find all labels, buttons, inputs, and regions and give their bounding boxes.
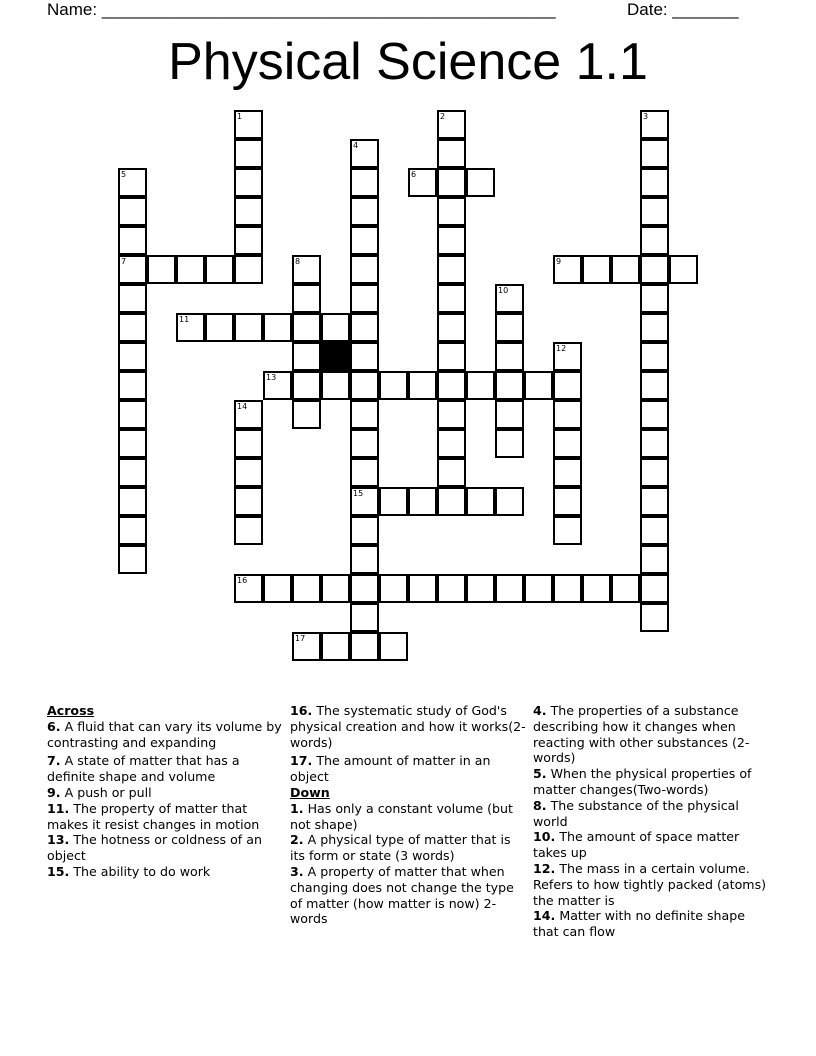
grid-cell[interactable] [118, 342, 147, 371]
grid-cell[interactable] [147, 255, 176, 284]
clue-num: 10. [533, 829, 556, 845]
date-field[interactable] [627, 0, 739, 20]
grid-cell[interactable] [234, 110, 263, 139]
grid-cell[interactable] [379, 487, 408, 516]
clue-item [533, 861, 773, 908]
grid-cell[interactable] [640, 139, 669, 168]
clue-num: 14. [533, 908, 556, 924]
grid-cell[interactable] [437, 110, 466, 139]
grid-cell[interactable] [640, 342, 669, 371]
grid-cell[interactable] [234, 313, 263, 342]
grid-cell[interactable] [553, 516, 582, 545]
clue-num: 2. [290, 832, 304, 848]
grid-cell[interactable] [640, 574, 669, 603]
grid-cell[interactable] [640, 226, 669, 255]
grid-cell[interactable] [669, 255, 698, 284]
grid-cell[interactable] [263, 371, 292, 400]
clue-number: 11 [179, 315, 190, 324]
across-heading: Across [47, 703, 95, 718]
name-blank[interactable]: ________________________________________________ [101, 0, 556, 19]
clue-text: A push or pull [64, 784, 152, 800]
grid-cell[interactable] [234, 429, 263, 458]
grid-cell[interactable] [437, 487, 466, 516]
grid-cell[interactable] [350, 197, 379, 226]
clue-text: A property of matter that when changing does not change the type of matter (how matter is now) 2-words [290, 863, 514, 927]
grid-cell[interactable] [118, 545, 147, 574]
grid-cell[interactable] [437, 226, 466, 255]
clue-text: The mass in a certain volume. Refers to how tightly packed (atoms) the matter is [533, 860, 767, 908]
clue-item [290, 703, 526, 750]
grid-cell[interactable] [234, 516, 263, 545]
grid-cell[interactable] [321, 371, 350, 400]
grid-cell[interactable] [118, 255, 147, 284]
grid-cell[interactable] [437, 429, 466, 458]
clue-item [47, 832, 283, 864]
grid-cell[interactable] [640, 255, 669, 284]
grid-cell[interactable] [234, 400, 263, 429]
clue-text: The amount of space matter takes up [533, 829, 740, 861]
grid-cell[interactable] [292, 284, 321, 313]
grid-cell[interactable] [234, 255, 263, 284]
clue-item [533, 766, 773, 798]
grid-cell[interactable] [495, 313, 524, 342]
clue-item [290, 801, 526, 833]
clue-item [533, 908, 773, 940]
clue-number: 16 [237, 576, 248, 585]
grid-cell[interactable] [437, 371, 466, 400]
clue-num: 4. [533, 703, 547, 718]
clues-column-1 [47, 703, 283, 880]
grid-cell[interactable] [350, 458, 379, 487]
grid-cell[interactable] [350, 139, 379, 168]
clue-number: 4 [353, 141, 359, 150]
grid-cell[interactable] [408, 168, 437, 197]
grid-cell[interactable] [611, 574, 640, 603]
grid-cell[interactable] [379, 574, 408, 603]
grid-cell[interactable] [524, 371, 553, 400]
grid-cell[interactable] [292, 371, 321, 400]
grid-cell[interactable] [640, 545, 669, 574]
grid-cell[interactable] [234, 487, 263, 516]
grid-cell[interactable] [408, 574, 437, 603]
clue-num: 6. [47, 718, 61, 734]
grid-cell[interactable] [495, 284, 524, 313]
clue-num: 11. [47, 800, 70, 816]
grid-cell[interactable] [350, 400, 379, 429]
grid-cell[interactable] [466, 487, 495, 516]
grid-cell[interactable] [495, 487, 524, 516]
grid-cell[interactable] [118, 226, 147, 255]
grid-cell[interactable] [553, 255, 582, 284]
grid-cell[interactable] [292, 632, 321, 661]
clue-item [290, 832, 526, 864]
grid-cell[interactable] [263, 574, 292, 603]
clues-column-3 [533, 703, 773, 940]
clue-item [290, 864, 526, 927]
grid-cell[interactable] [640, 110, 669, 139]
grid-cell[interactable] [118, 313, 147, 342]
clue-num: 17. [290, 753, 313, 769]
grid-cell[interactable] [466, 574, 495, 603]
grid-cell[interactable] [437, 458, 466, 487]
grid-cell[interactable] [234, 574, 263, 603]
grid-cell[interactable] [495, 371, 524, 400]
clue-num: 12. [533, 860, 556, 876]
grid-cell[interactable] [553, 371, 582, 400]
clue-item [47, 719, 283, 751]
grid-cell[interactable] [350, 168, 379, 197]
grid-cell[interactable] [205, 313, 234, 342]
grid-cell[interactable] [350, 429, 379, 458]
grid-cell[interactable] [640, 603, 669, 632]
clue-text: A state of matter that has a definite shape and volume [47, 753, 240, 785]
clue-num: 16. [290, 703, 313, 718]
grid-cell[interactable] [495, 429, 524, 458]
grid-cell[interactable] [350, 371, 379, 400]
grid-cell[interactable] [437, 400, 466, 429]
clue-number: 15 [353, 489, 364, 498]
clue-text: A fluid that can vary its volume by contrasting and expanding [47, 718, 282, 750]
grid-cell[interactable] [234, 139, 263, 168]
clue-number: 5 [121, 170, 127, 179]
grid-cell[interactable] [118, 400, 147, 429]
grid-cell[interactable] [321, 574, 350, 603]
page-title: Physical Science 1.1 [168, 33, 648, 91]
name-label: Name: [47, 0, 98, 19]
clue-number: 7 [121, 257, 127, 266]
grid-cell[interactable] [350, 313, 379, 342]
grid-cell[interactable] [350, 545, 379, 574]
grid-cell[interactable] [437, 342, 466, 371]
date-blank[interactable]: _______ [672, 0, 739, 19]
clue-num: 13. [47, 832, 70, 848]
grid-cell[interactable] [234, 226, 263, 255]
clue-item [533, 798, 773, 830]
grid-cell[interactable] [640, 313, 669, 342]
clue-text: The ability to do work [73, 863, 211, 879]
grid-cell[interactable] [640, 400, 669, 429]
grid-cell[interactable] [640, 371, 669, 400]
clue-text: When the physical properties of matter changes(Two-words) [533, 766, 752, 797]
grid-cell[interactable] [640, 516, 669, 545]
grid-cell[interactable] [118, 429, 147, 458]
clue-number: 13 [266, 373, 277, 382]
grid-cell[interactable] [118, 487, 147, 516]
grid-cell[interactable] [350, 284, 379, 313]
grid-cell[interactable] [553, 400, 582, 429]
clue-number: 3 [643, 112, 649, 121]
clue-number: 2 [440, 112, 446, 121]
clue-text: Matter with no definite shape that can flow [533, 908, 745, 940]
clue-text: The hotness or coldness of an object [47, 832, 262, 864]
grid-cell[interactable] [176, 255, 205, 284]
clue-item [47, 785, 283, 801]
clue-num: 5. [533, 766, 547, 782]
grid-cell[interactable] [350, 487, 379, 516]
grid-cell[interactable] [466, 168, 495, 197]
grid-cell[interactable] [234, 197, 263, 226]
grid-cell[interactable] [234, 168, 263, 197]
grid-cell[interactable] [379, 632, 408, 661]
grid-cell[interactable] [321, 313, 350, 342]
clue-num: 7. [47, 753, 61, 769]
clue-num: 15. [47, 863, 70, 879]
grid-cell[interactable] [553, 574, 582, 603]
clue-number: 8 [295, 257, 301, 266]
grid-cell[interactable] [495, 342, 524, 371]
grid-cell[interactable] [553, 458, 582, 487]
grid-cell[interactable] [466, 371, 495, 400]
grid-cell[interactable] [437, 255, 466, 284]
grid-cell[interactable] [350, 603, 379, 632]
grid-cell[interactable] [524, 574, 553, 603]
grid-cell[interactable] [234, 458, 263, 487]
clue-number: 12 [556, 344, 567, 353]
grid-cell[interactable] [437, 168, 466, 197]
grid-cell[interactable] [495, 400, 524, 429]
clue-text: The substance of the physical world [533, 797, 739, 829]
grid-cell[interactable] [553, 487, 582, 516]
grid-cell[interactable] [118, 516, 147, 545]
clue-item [47, 864, 283, 880]
grid-cell[interactable] [611, 255, 640, 284]
grid-cell[interactable] [408, 371, 437, 400]
grid-cell[interactable] [437, 574, 466, 603]
clue-text: The properties of a substance describing how it changes when reacting with other substances (2-words) [533, 703, 750, 766]
grid-cell[interactable] [292, 400, 321, 429]
grid-cell[interactable] [640, 487, 669, 516]
clue-number: 1 [237, 112, 243, 121]
clue-num: 1. [290, 800, 304, 816]
grid-cell[interactable] [350, 632, 379, 661]
grid-cell[interactable] [582, 255, 611, 284]
grid-cell[interactable] [118, 371, 147, 400]
grid-cell[interactable] [292, 255, 321, 284]
grid-cell[interactable] [437, 197, 466, 226]
grid-cell[interactable] [292, 313, 321, 342]
grid-cell[interactable] [553, 342, 582, 371]
clue-item [533, 703, 773, 766]
name-field[interactable] [47, 0, 556, 20]
clue-text: The amount of matter in an object [290, 753, 491, 785]
clue-text: The property of matter that makes it resist changes in motion [47, 800, 260, 832]
clue-text: The systematic study of God's physical creation and how it works(2-words) [290, 703, 526, 750]
grid-cell[interactable] [205, 255, 234, 284]
grid-cell[interactable] [437, 284, 466, 313]
grid-cell[interactable] [350, 516, 379, 545]
grid-cell[interactable] [437, 313, 466, 342]
grid-cell[interactable] [350, 342, 379, 371]
clue-number: 10 [498, 286, 509, 295]
grid-cell[interactable] [350, 226, 379, 255]
grid-cell[interactable] [640, 429, 669, 458]
down-heading: Down [290, 784, 330, 800]
grid-cell[interactable] [350, 255, 379, 284]
grid-cell[interactable] [350, 574, 379, 603]
grid-cell[interactable] [553, 429, 582, 458]
clues-column-2 [290, 703, 526, 927]
clue-item [47, 753, 283, 785]
grid-cell[interactable] [640, 458, 669, 487]
grid-cell[interactable] [640, 284, 669, 313]
grid-cell[interactable] [118, 284, 147, 313]
clue-text: A physical type of matter that is its form or state (3 words) [290, 832, 511, 864]
grid-cell[interactable] [408, 487, 437, 516]
clue-num: 3. [290, 863, 304, 879]
grid-cell[interactable] [379, 371, 408, 400]
clue-number: 9 [556, 257, 562, 266]
grid-cell[interactable] [263, 313, 292, 342]
grid-cell[interactable] [640, 168, 669, 197]
grid-cell[interactable] [118, 197, 147, 226]
clue-number: 14 [237, 402, 248, 411]
clue-num: 8. [533, 797, 547, 813]
grid-cell[interactable] [582, 574, 611, 603]
grid-cell[interactable] [118, 168, 147, 197]
clue-item [290, 753, 526, 785]
grid-cell[interactable] [495, 574, 524, 603]
grid-cell[interactable] [321, 632, 350, 661]
clue-number: 17 [295, 634, 306, 643]
grid-cell[interactable] [437, 139, 466, 168]
grid-cell[interactable] [292, 574, 321, 603]
clue-item [533, 829, 773, 861]
grid-cell[interactable] [176, 313, 205, 342]
black-cell [321, 342, 350, 371]
grid-cell[interactable] [118, 458, 147, 487]
grid-cell[interactable] [640, 197, 669, 226]
clue-num: 9. [47, 784, 61, 800]
clue-item [47, 801, 283, 833]
clue-number: 6 [411, 170, 417, 179]
date-label: Date: [627, 0, 668, 19]
grid-cell[interactable] [292, 342, 321, 371]
clue-text: Has only a constant volume (but not shape) [290, 800, 513, 832]
